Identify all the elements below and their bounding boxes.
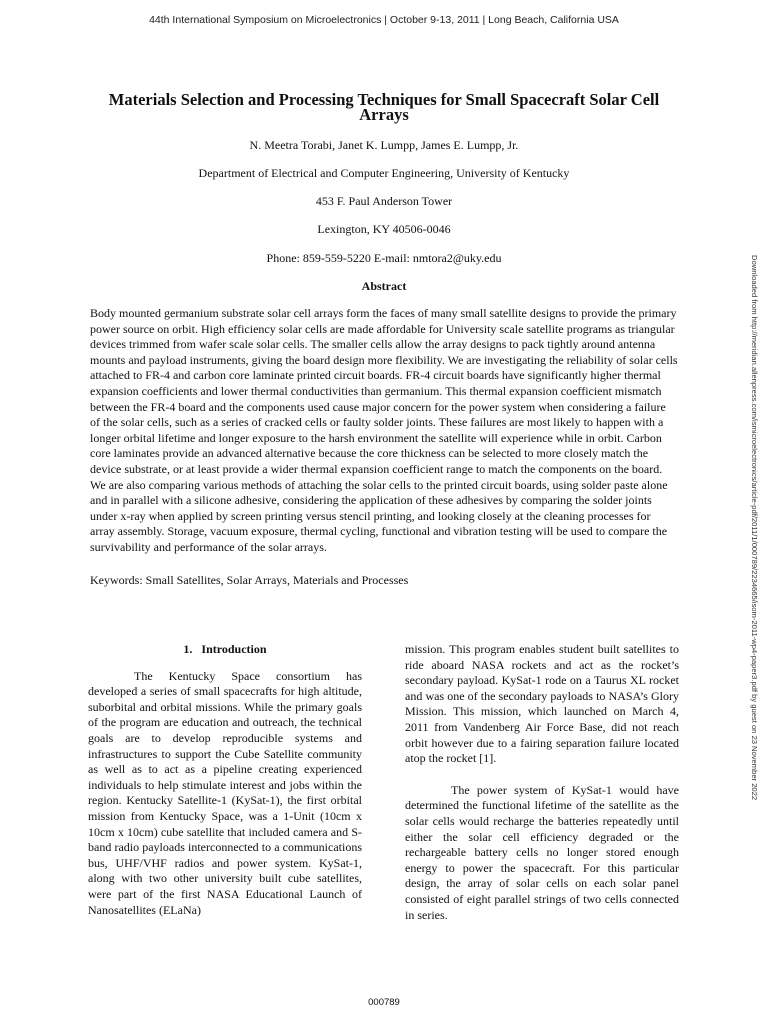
- address-line-1: 453 F. Paul Anderson Tower: [315, 194, 453, 208]
- right-column: [405, 642, 679, 923]
- abstract-heading: Abstract: [361, 279, 407, 293]
- left-column: [88, 642, 362, 918]
- abstract-text: Body mounted germanium substrate solar cell arrays form the faces of many small satellite designs to provide the primary power source on orbit. High efficiency solar cells are made affordable for University scale satellite programs as triangular devices trimmed from wafer scale solar cells. The smaller cells allow the array designs to pack tightly around antenna mounts and payload instruments, giving the board design more flexibility. We are investigating the reliability of solar cells attached to FR-4 and carbon core laminate printed circuit boards. FR-4 circuit boards have significantly higher thermal expansion coefficients and lower thermal conductivities than germanium. This thermal expansion coefficient mismatch between the FR-4 board and the components used cause major concern for the power system when considering a failure of the solar cells, such as a series of cracked cells or faulty solder joints. These failures are most likely to happen with a longer orbital lifetime and longer exposure to the harsh environment the satellite will experience while in orbit. Carbon core laminates provide an advanced alternative because the core thickness can be selected to more closely match the device substrate, or at least provide a wider thermal expansion coefficient range to match the components on the board. We are also comparing various methods of attaching the solar cells to the printed circuit boards, using solder paste alone and in parallel with a silicone adhesive, considering the application of these adhesives by comparing the solder joints under x-ray when applied by screen printing versus stencil printing, and looking closely at the cleaning processes for array assembly. Storage, vacuum exposure, thermal cycling, functional and vibration testing will be used to compare the survivability and performance of the solar arrays.: [90, 306, 678, 554]
- introduction-heading: 1. Introduction: [183, 642, 267, 656]
- intro-paragraph-1: The Kentucky Space consortium has developed a series of small spacecrafts for high altitude, suborbital and orbital missions. While the primary goals of the program are education and outreach, the technical goals are to develop reproducible systems and infrastructures to support the Cube Satellite community as well as to act as a pipeline creating experienced individuals to help stimulate interest and jobs within the region. Kentucky Satellite-1 (KySat-1), the first orbital mission from Kentucky Space, was a 1-Unit (10cm x 10cm x 10cm) cube satellite that included camera and S-band radio payloads interconnected to a communications bus, UHF/VHF radios and power system. KySat-1, along with two other university built cube satellites, were part of the first NASA Educational Launch of Nanosatellites (ELaNa): [88, 668, 362, 917]
- intro-paragraph-2: The power system of KySat-1 would have determined the functional lifetime of the satellite as the solar cells would recharge the batteries repeatedly until either the solar cell efficiency degraded or the rechargeable battery cells no longer stored enough energy to power the spacecraft. For this particular design, the array of solar cells on each solar panel consisted of eight parallel strings of two cells connected in series.: [405, 782, 679, 922]
- authors: N. Meetra Torabi, Janet K. Lumpp, James E. Lumpp, Jr.: [249, 138, 519, 152]
- paper-title: Materials Selection and Processing Techniques for Small Spacecraft Solar Cell Arrays: [108, 90, 660, 124]
- download-watermark: Downloaded from http://meridian.allenpress.com/ismicroelectronics/article-pdf/2011/1/000789/2234665/isom-2011-wp4-paper3.pdf by guest on 23 November 2022: [750, 255, 759, 801]
- page-number: 000789: [368, 997, 400, 1008]
- intro-paragraph-1-continued: mission. This program enables student built satellites to ride aboard NASA rockets and act as the rocket’s secondary payload. KySat-1 rode on a Taurus XL rocket and was one of the secondary payloads to NASA’s Glory Mission. This mission, which launched on March 4, 2011 from Vandenberg Air Force Base, did not reach orbit however due to a fairing separation failure located atop the rocket [1].: [405, 642, 679, 766]
- contact-info: Phone: 859-559-5220 E-mail: nmtora2@uky.edu: [266, 251, 502, 265]
- conference-header: 44th International Symposium on Microelectronics | October 9-13, 2011 | Long Beach, California USA: [149, 14, 619, 26]
- keywords: Keywords: Small Satellites, Solar Arrays, Materials and Processes: [90, 573, 409, 587]
- department: Department of Electrical and Computer Engineering, University of Kentucky: [198, 166, 570, 180]
- address-line-2: Lexington, KY 40506-0046: [317, 222, 451, 236]
